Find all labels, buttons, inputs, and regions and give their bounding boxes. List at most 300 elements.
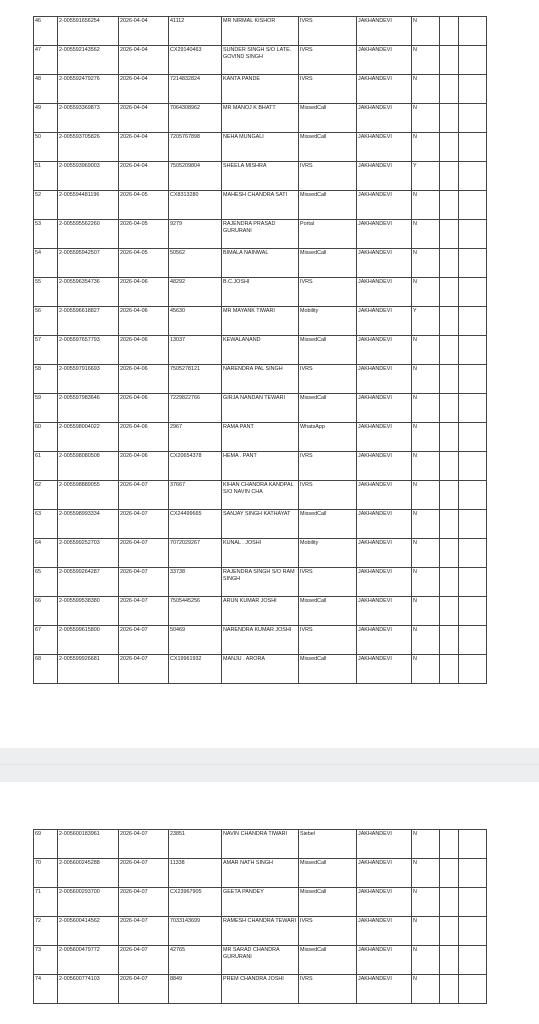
area-cell: JAKHANDEVI <box>357 307 412 336</box>
source-cell: MissedCall <box>299 888 357 917</box>
source-cell: MissedCall <box>299 597 357 626</box>
row-number-cell: 46 <box>34 17 58 46</box>
table-row <box>34 191 487 220</box>
row-number-cell: 72 <box>34 917 58 946</box>
flag-cell: N <box>412 249 440 278</box>
reference-number-cell: 2-005591656254 <box>58 17 119 46</box>
consumer-name-cell: GIRJA NANDAN TEWARI <box>222 394 299 423</box>
area-cell: JAKHANDEVI <box>357 626 412 655</box>
flag-cell: N <box>412 655 440 684</box>
source-cell: Siebel <box>299 830 357 859</box>
empty-cell <box>459 307 487 336</box>
empty-cell <box>440 307 459 336</box>
empty-cell <box>459 336 487 365</box>
source-cell: IVRS <box>299 46 357 75</box>
consumer-id-cell: 50469 <box>169 626 222 655</box>
reference-number-cell: 2-005593969003 <box>58 162 119 191</box>
reference-number-cell: 2-005598889055 <box>58 481 119 510</box>
area-cell: JAKHANDEVI <box>357 917 412 946</box>
empty-cell <box>440 104 459 133</box>
row-number-cell: 65 <box>34 568 58 597</box>
empty-cell <box>440 830 459 859</box>
date-cell: 2026-04-06 <box>119 423 169 452</box>
table-row <box>34 133 487 162</box>
table-row <box>34 510 487 539</box>
consumer-id-cell: 41112 <box>169 17 222 46</box>
date-cell: 2026-04-07 <box>119 975 169 1004</box>
flag-cell: N <box>412 220 440 249</box>
table-row <box>34 278 487 307</box>
flag-cell: N <box>412 17 440 46</box>
date-cell: 2026-04-07 <box>119 888 169 917</box>
table-row <box>34 365 487 394</box>
date-cell: 2026-04-06 <box>119 278 169 307</box>
row-number-cell: 73 <box>34 946 58 975</box>
consumer-name-cell: SANJAY SINGH KATHAYAT <box>222 510 299 539</box>
flag-cell: N <box>412 975 440 1004</box>
area-cell: JAKHANDEVI <box>357 191 412 220</box>
area-cell: JAKHANDEVI <box>357 830 412 859</box>
source-cell: IVRS <box>299 452 357 481</box>
consumer-id-cell: 7229822766 <box>169 394 222 423</box>
table-row <box>34 655 487 684</box>
empty-cell <box>459 481 487 510</box>
empty-cell <box>440 133 459 162</box>
row-number-cell: 61 <box>34 452 58 481</box>
source-cell: IVRS <box>299 917 357 946</box>
consumer-name-cell: SUNDER SINGH S/O LATE. GOVIND SINGH <box>222 46 299 75</box>
row-number-cell: 58 <box>34 365 58 394</box>
flag-cell: N <box>412 859 440 888</box>
flag-cell: N <box>412 946 440 975</box>
empty-cell <box>459 597 487 626</box>
row-number-cell: 67 <box>34 626 58 655</box>
reference-number-cell: 2-005600245288 <box>58 859 119 888</box>
reference-number-cell: 2-005598004022 <box>58 423 119 452</box>
reference-number-cell: 2-005600479772 <box>58 946 119 975</box>
row-number-cell: 55 <box>34 278 58 307</box>
reference-number-cell: 2-005599615800 <box>58 626 119 655</box>
reference-number-cell: 2-005593705826 <box>58 133 119 162</box>
row-number-cell: 71 <box>34 888 58 917</box>
empty-cell <box>459 75 487 104</box>
empty-cell <box>440 597 459 626</box>
empty-cell <box>440 423 459 452</box>
empty-cell <box>440 539 459 568</box>
complaints-table-body <box>34 830 487 1004</box>
date-cell: 2026-04-07 <box>119 539 169 568</box>
date-cell: 2026-04-06 <box>119 365 169 394</box>
table-row <box>34 626 487 655</box>
empty-cell <box>440 975 459 1004</box>
document-page-2 <box>0 782 539 1024</box>
empty-cell <box>440 888 459 917</box>
complaints-table-body <box>34 17 487 684</box>
date-cell: 2026-04-05 <box>119 249 169 278</box>
reference-number-cell: 2-005597983646 <box>58 394 119 423</box>
consumer-name-cell: BIMALA NAINWAL <box>222 249 299 278</box>
source-cell: MissedCall <box>299 336 357 365</box>
date-cell: 2026-04-04 <box>119 133 169 162</box>
consumer-id-cell: 13037 <box>169 336 222 365</box>
empty-cell <box>440 626 459 655</box>
date-cell: 2026-04-04 <box>119 104 169 133</box>
reference-number-cell: 2-005595942507 <box>58 249 119 278</box>
empty-cell <box>459 975 487 1004</box>
empty-cell <box>459 946 487 975</box>
source-cell: MissedCall <box>299 249 357 278</box>
empty-cell <box>440 220 459 249</box>
complaints-table <box>33 16 487 684</box>
flag-cell: N <box>412 394 440 423</box>
empty-cell <box>440 17 459 46</box>
empty-cell <box>459 249 487 278</box>
empty-cell <box>440 568 459 597</box>
table-row <box>34 75 487 104</box>
source-cell: MissedCall <box>299 133 357 162</box>
reference-number-cell: 2-005599538380 <box>58 597 119 626</box>
source-cell: WhatsApp <box>299 423 357 452</box>
date-cell: 2026-04-07 <box>119 597 169 626</box>
date-cell: 2026-04-07 <box>119 626 169 655</box>
table-row <box>34 162 487 191</box>
reference-number-cell: 2-005594481196 <box>58 191 119 220</box>
date-cell: 2026-04-06 <box>119 394 169 423</box>
consumer-id-cell: CX19961932 <box>169 655 222 684</box>
empty-cell <box>459 859 487 888</box>
area-cell: JAKHANDEVI <box>357 655 412 684</box>
row-number-cell: 66 <box>34 597 58 626</box>
table-row <box>34 975 487 1004</box>
area-cell: JAKHANDEVI <box>357 975 412 1004</box>
source-cell: IVRS <box>299 278 357 307</box>
row-number-cell: 74 <box>34 975 58 1004</box>
source-cell: MissedCall <box>299 946 357 975</box>
table-row <box>34 597 487 626</box>
flag-cell: N <box>412 133 440 162</box>
source-cell: IVRS <box>299 626 357 655</box>
flag-cell: N <box>412 75 440 104</box>
table-row <box>34 452 487 481</box>
consumer-name-cell: KEWALANAND <box>222 336 299 365</box>
area-cell: JAKHANDEVI <box>357 249 412 278</box>
table-row <box>34 394 487 423</box>
row-number-cell: 68 <box>34 655 58 684</box>
date-cell: 2026-04-07 <box>119 481 169 510</box>
empty-cell <box>440 249 459 278</box>
empty-cell <box>459 452 487 481</box>
row-number-cell: 69 <box>34 830 58 859</box>
consumer-id-cell: CX29140463 <box>169 46 222 75</box>
empty-cell <box>459 46 487 75</box>
empty-cell <box>459 365 487 394</box>
row-number-cell: 48 <box>34 75 58 104</box>
row-number-cell: 51 <box>34 162 58 191</box>
empty-cell <box>459 220 487 249</box>
row-number-cell: 49 <box>34 104 58 133</box>
consumer-id-cell: 45630 <box>169 307 222 336</box>
consumer-id-cell: 7505209804 <box>169 162 222 191</box>
consumer-name-cell: MR SARAD CHANDRA GURURANI <box>222 946 299 975</box>
source-cell: IVRS <box>299 568 357 597</box>
row-number-cell: 54 <box>34 249 58 278</box>
date-cell: 2026-04-05 <box>119 220 169 249</box>
reference-number-cell: 2-005597916693 <box>58 365 119 394</box>
consumer-id-cell: 23851 <box>169 830 222 859</box>
consumer-name-cell: B.C.JOSHI <box>222 278 299 307</box>
source-cell: MissedCall <box>299 191 357 220</box>
source-cell: MissedCall <box>299 394 357 423</box>
area-cell: JAKHANDEVI <box>357 17 412 46</box>
flag-cell: N <box>412 452 440 481</box>
table-row <box>34 336 487 365</box>
table-row <box>34 307 487 336</box>
reference-number-cell: 2-005592479276 <box>58 75 119 104</box>
area-cell: JAKHANDEVI <box>357 365 412 394</box>
flag-cell: N <box>412 626 440 655</box>
consumer-id-cell: 8849 <box>169 975 222 1004</box>
consumer-id-cell: 7505278121 <box>169 365 222 394</box>
consumer-id-cell: CX24499665 <box>169 510 222 539</box>
consumer-id-cell: 50562 <box>169 249 222 278</box>
flag-cell: N <box>412 423 440 452</box>
consumer-id-cell: 7214832824 <box>169 75 222 104</box>
flag-cell: N <box>412 336 440 365</box>
empty-cell <box>440 191 459 220</box>
consumer-name-cell: RAMA PANT <box>222 423 299 452</box>
page-separator-line <box>0 764 539 765</box>
empty-cell <box>440 46 459 75</box>
date-cell: 2026-04-07 <box>119 510 169 539</box>
source-cell: MissedCall <box>299 510 357 539</box>
empty-cell <box>459 162 487 191</box>
table-row <box>34 46 487 75</box>
reference-number-cell: 2-005600774103 <box>58 975 119 1004</box>
reference-number-cell: 2-005599926681 <box>58 655 119 684</box>
reference-number-cell: 2-005599264287 <box>58 568 119 597</box>
page-separator <box>0 748 539 782</box>
area-cell: JAKHANDEVI <box>357 394 412 423</box>
consumer-name-cell: RAJENDRA PRASAD GURURANI <box>222 220 299 249</box>
consumer-name-cell: GEETA PANDEY <box>222 888 299 917</box>
consumer-name-cell: HEMA . PANT <box>222 452 299 481</box>
source-cell: IVRS <box>299 365 357 394</box>
consumer-name-cell: NARENDRA PAL SINGH <box>222 365 299 394</box>
table-row <box>34 830 487 859</box>
consumer-name-cell: ARUN KUMAR JOSHI <box>222 597 299 626</box>
area-cell: JAKHANDEVI <box>357 510 412 539</box>
source-cell: MissedCall <box>299 859 357 888</box>
source-cell: IVRS <box>299 17 357 46</box>
area-cell: JAKHANDEVI <box>357 946 412 975</box>
reference-number-cell: 2-005597657793 <box>58 336 119 365</box>
area-cell: JAKHANDEVI <box>357 46 412 75</box>
reference-number-cell: 2-005593369873 <box>58 104 119 133</box>
consumer-name-cell: NEHA MUNGALI <box>222 133 299 162</box>
consumer-id-cell: CX8313280 <box>169 191 222 220</box>
row-number-cell: 53 <box>34 220 58 249</box>
table-row <box>34 539 487 568</box>
empty-cell <box>440 336 459 365</box>
flag-cell: N <box>412 539 440 568</box>
area-cell: JAKHANDEVI <box>357 220 412 249</box>
consumer-name-cell: SHEELA MISHRA <box>222 162 299 191</box>
empty-cell <box>459 539 487 568</box>
table-row <box>34 859 487 888</box>
empty-cell <box>440 510 459 539</box>
consumer-name-cell: MANJU . ARORA <box>222 655 299 684</box>
row-number-cell: 50 <box>34 133 58 162</box>
date-cell: 2026-04-04 <box>119 17 169 46</box>
flag-cell: Y <box>412 162 440 191</box>
area-cell: JAKHANDEVI <box>357 859 412 888</box>
source-cell: IVRS <box>299 975 357 1004</box>
date-cell: 2026-04-04 <box>119 46 169 75</box>
area-cell: JAKHANDEVI <box>357 75 412 104</box>
flag-cell: N <box>412 830 440 859</box>
reference-number-cell: 2-005598993334 <box>58 510 119 539</box>
date-cell: 2026-04-05 <box>119 191 169 220</box>
consumer-name-cell: MR NIRMAL KISHOR <box>222 17 299 46</box>
area-cell: JAKHANDEVI <box>357 336 412 365</box>
consumer-name-cell: PREM CHANDRA JOSHI <box>222 975 299 1004</box>
flag-cell: Y <box>412 307 440 336</box>
consumer-name-cell: KUNAL . JOSHI <box>222 539 299 568</box>
empty-cell <box>440 946 459 975</box>
consumer-name-cell: AMAR NATH SINGH <box>222 859 299 888</box>
empty-cell <box>459 278 487 307</box>
date-cell: 2026-04-06 <box>119 336 169 365</box>
row-number-cell: 64 <box>34 539 58 568</box>
area-cell: JAKHANDEVI <box>357 423 412 452</box>
consumer-id-cell: 7064308962 <box>169 104 222 133</box>
date-cell: 2026-04-07 <box>119 859 169 888</box>
consumer-id-cell: 37667 <box>169 481 222 510</box>
table-row <box>34 249 487 278</box>
source-cell: MissedCall <box>299 655 357 684</box>
consumer-id-cell: 7505445256 <box>169 597 222 626</box>
empty-cell <box>440 162 459 191</box>
date-cell: 2026-04-07 <box>119 568 169 597</box>
consumer-name-cell: RAMESH CHANDRA TEWARI <box>222 917 299 946</box>
table-row <box>34 17 487 46</box>
empty-cell <box>440 75 459 104</box>
consumer-name-cell: NAVIN CHANDRA TIWARI <box>222 830 299 859</box>
consumer-id-cell: 11338 <box>169 859 222 888</box>
empty-cell <box>459 510 487 539</box>
empty-cell <box>459 917 487 946</box>
reference-number-cell: 2-005595562260 <box>58 220 119 249</box>
table-row <box>34 423 487 452</box>
source-cell: Portal <box>299 220 357 249</box>
consumer-id-cell: CX23967905 <box>169 888 222 917</box>
area-cell: JAKHANDEVI <box>357 539 412 568</box>
empty-cell <box>440 452 459 481</box>
empty-cell <box>459 568 487 597</box>
area-cell: JAKHANDEVI <box>357 104 412 133</box>
flag-cell: N <box>412 597 440 626</box>
source-cell: MissedCall <box>299 104 357 133</box>
consumer-id-cell: 9279 <box>169 220 222 249</box>
area-cell: JAKHANDEVI <box>357 888 412 917</box>
source-cell: IVRS <box>299 481 357 510</box>
reference-number-cell: 2-005598080508 <box>58 452 119 481</box>
consumer-name-cell: MR MAYANK TIWARI <box>222 307 299 336</box>
source-cell: Mobility <box>299 539 357 568</box>
date-cell: 2026-04-04 <box>119 162 169 191</box>
empty-cell <box>459 394 487 423</box>
row-number-cell: 57 <box>34 336 58 365</box>
consumer-id-cell: 7072029267 <box>169 539 222 568</box>
reference-number-cell: 2-005600414562 <box>58 917 119 946</box>
flag-cell: N <box>412 104 440 133</box>
empty-cell <box>440 859 459 888</box>
table-row <box>34 917 487 946</box>
table-row <box>34 481 487 510</box>
empty-cell <box>459 888 487 917</box>
area-cell: JAKHANDEVI <box>357 162 412 191</box>
reference-number-cell: 2-005600183961 <box>58 830 119 859</box>
flag-cell: N <box>412 568 440 597</box>
flag-cell: N <box>412 278 440 307</box>
reference-number-cell: 2-005592143562 <box>58 46 119 75</box>
empty-cell <box>459 191 487 220</box>
date-cell: 2026-04-04 <box>119 75 169 104</box>
row-number-cell: 60 <box>34 423 58 452</box>
empty-cell <box>440 481 459 510</box>
empty-cell <box>459 104 487 133</box>
row-number-cell: 52 <box>34 191 58 220</box>
date-cell: 2026-04-07 <box>119 917 169 946</box>
empty-cell <box>459 423 487 452</box>
consumer-name-cell: KANTA PANDE <box>222 75 299 104</box>
consumer-id-cell: 7033143699 <box>169 917 222 946</box>
reference-number-cell: 2-005596354736 <box>58 278 119 307</box>
table-row <box>34 946 487 975</box>
table-row <box>34 104 487 133</box>
empty-cell <box>440 278 459 307</box>
date-cell: 2026-04-07 <box>119 946 169 975</box>
source-cell: IVRS <box>299 75 357 104</box>
area-cell: JAKHANDEVI <box>357 452 412 481</box>
area-cell: JAKHANDEVI <box>357 597 412 626</box>
consumer-id-cell: 7205767898 <box>169 133 222 162</box>
row-number-cell: 59 <box>34 394 58 423</box>
empty-cell <box>440 917 459 946</box>
flag-cell: N <box>412 510 440 539</box>
empty-cell <box>459 655 487 684</box>
consumer-name-cell: MAHESH CHANDRA SATI <box>222 191 299 220</box>
reference-number-cell: 2-005600293700 <box>58 888 119 917</box>
consumer-name-cell: RAJENDRA SINGH S/O RAM SINGH <box>222 568 299 597</box>
consumer-name-cell: KIHAN CHANDRA KANDPAL S/O NAVIN CHA <box>222 481 299 510</box>
flag-cell: N <box>412 46 440 75</box>
row-number-cell: 70 <box>34 859 58 888</box>
consumer-id-cell: CX20654378 <box>169 452 222 481</box>
date-cell: 2026-04-07 <box>119 655 169 684</box>
source-cell: IVRS <box>299 162 357 191</box>
area-cell: JAKHANDEVI <box>357 568 412 597</box>
flag-cell: N <box>412 917 440 946</box>
source-cell: Mobility <box>299 307 357 336</box>
reference-number-cell: 2-005596618827 <box>58 307 119 336</box>
row-number-cell: 63 <box>34 510 58 539</box>
table-row <box>34 888 487 917</box>
flag-cell: N <box>412 191 440 220</box>
consumer-name-cell: MR MANOJ K BHATT <box>222 104 299 133</box>
row-number-cell: 56 <box>34 307 58 336</box>
flag-cell: N <box>412 481 440 510</box>
